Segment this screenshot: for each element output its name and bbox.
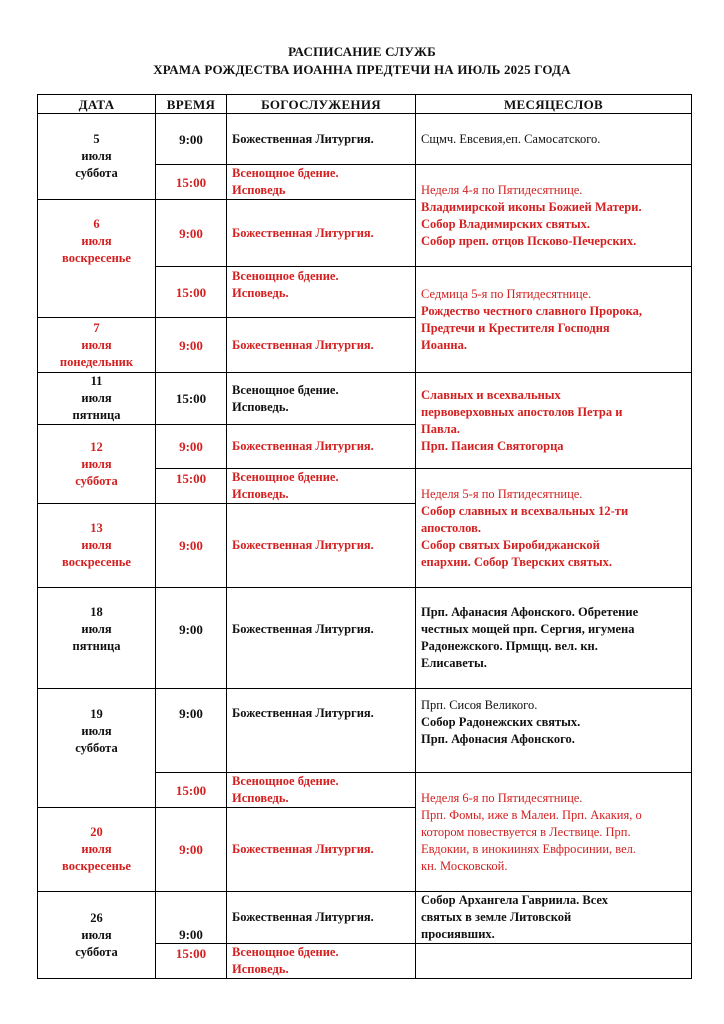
date-weekday: суббота [75, 166, 118, 180]
table-row [38, 588, 692, 689]
column-header-date: ДАТА [38, 95, 156, 114]
date-cell [38, 808, 156, 892]
time-cell: 9:00 [156, 892, 227, 944]
calendar-line: Собор Владимирских святых. [421, 216, 590, 231]
calendar-line: Сщмч. Евсевия,еп. Самосатского. [421, 131, 601, 146]
service-line: Исповедь. [232, 399, 289, 414]
calendar-cell-empty [416, 944, 692, 979]
calendar-line: Прп. Сисоя Великого. [421, 697, 538, 712]
date-month: июля [81, 337, 112, 352]
time-cell: 9:00 [156, 504, 227, 588]
date-weekday: суббота [75, 473, 118, 488]
date-day: 13 [90, 521, 103, 535]
service-line: Всенощное бдение. [232, 774, 339, 788]
time-cell [156, 588, 227, 689]
date-day: 5 [93, 132, 100, 146]
service-cell [227, 469, 416, 504]
time-cell: 15:00 [156, 267, 227, 318]
service-line: Всенощное бдение. [232, 945, 339, 959]
time-cell: 9:00 [156, 200, 227, 267]
service-line: Всенощное бдение. [232, 382, 339, 397]
date-day: 11 [90, 374, 103, 388]
service-line: Исповедь. [232, 791, 289, 805]
table-row [38, 114, 692, 165]
column-header-time: ВРЕМЯ [156, 95, 227, 114]
service-line: Исповедь [232, 183, 286, 197]
service-cell [227, 588, 416, 689]
date-cell [38, 504, 156, 588]
service-cell [227, 373, 416, 425]
calendar-cell [416, 165, 692, 267]
column-header-calendar: МЕСЯЦЕСЛОВ [416, 95, 692, 114]
service-cell: Божественная Литургия. [227, 425, 416, 469]
service-cell [227, 165, 416, 200]
date-month: июля [81, 234, 112, 248]
date-month: июля [81, 149, 112, 163]
date-month: июля [81, 456, 112, 471]
time-cell [156, 689, 227, 773]
calendar-line: апостолов. [421, 520, 481, 535]
table-row [38, 689, 692, 773]
date-month: июля [81, 622, 112, 636]
column-header-service: БОГОСЛУЖЕНИЯ [227, 95, 416, 114]
date-day: 20 [90, 825, 103, 839]
calendar-line: святых в земле Литовской [421, 910, 572, 924]
date-weekday: пятница [72, 639, 121, 653]
date-cell [38, 689, 156, 808]
date-weekday: суббота [75, 740, 118, 755]
service-line: Исповедь. [232, 286, 289, 300]
time-value: 9:00 [179, 622, 203, 637]
date-weekday: суббота [75, 944, 118, 959]
service-line: Всенощное бдение. [232, 166, 339, 180]
service-cell [227, 944, 416, 979]
date-month: июля [81, 927, 112, 942]
calendar-line: Неделя 6-я по Пятидесятнице. [421, 790, 583, 805]
date-cell [38, 318, 156, 373]
calendar-cell [416, 114, 692, 165]
date-month: июля [81, 391, 112, 405]
date-month: июля [81, 723, 112, 738]
calendar-line: Рождество честного славного Пророка, [421, 303, 642, 318]
calendar-cell [416, 892, 692, 944]
time-cell: 15:00 [156, 373, 227, 425]
calendar-line: Неделя 4-я по Пятидесятнице. [421, 182, 583, 197]
calendar-cell [416, 588, 692, 689]
calendar-line: Предтечи и Крестителя Господня [421, 320, 610, 335]
calendar-line: Собор преп. отцов Псково-Печерских. [421, 233, 637, 248]
date-day: 6 [93, 217, 100, 231]
calendar-line: Прп. Афанасия Афонского. Обретение [421, 605, 639, 619]
schedule-table [37, 94, 692, 979]
service-line: Божественная Литургия. [232, 622, 374, 636]
time-cell: 15:00 [156, 469, 227, 504]
date-cell [38, 588, 156, 689]
calendar-line: Елисаветы. [421, 656, 487, 670]
date-weekday: воскресенье [62, 555, 131, 569]
service-cell: Божественная Литургия. [227, 892, 416, 944]
service-cell [227, 689, 416, 773]
calendar-line: Владимирской иконы Божией Матери. [421, 199, 642, 214]
calendar-line: Евдокии, в инокиинях Евфросинии, вел. [421, 841, 637, 856]
date-cell [38, 200, 156, 318]
table-row [38, 373, 692, 425]
date-day: 26 [90, 910, 103, 925]
time-cell: 15:00 [156, 944, 227, 979]
date-weekday: пятница [72, 408, 121, 422]
calendar-line: Собор Радонежских святых. [421, 714, 581, 729]
date-month: июля [81, 842, 112, 856]
calendar-cell [416, 267, 692, 373]
service-line: Божественная Литургия. [232, 706, 374, 720]
calendar-cell [416, 469, 692, 588]
service-line: Всенощное бдение. [232, 269, 339, 283]
date-weekday: понедельник [59, 354, 134, 369]
time-cell: 15:00 [156, 165, 227, 200]
calendar-line: Прп. Афонасия Афонского. [421, 731, 575, 746]
service-cell [227, 773, 416, 808]
calendar-line: честных мощей прп. Сергия, игумена [421, 622, 635, 636]
time-cell: 15:00 [156, 773, 227, 808]
table-row [38, 892, 692, 944]
calendar-line: Собор святых Биробиджанской [421, 537, 600, 552]
time-value: 9:00 [179, 706, 203, 721]
calendar-line: епархии. Собор Тверских святых. [421, 554, 613, 569]
date-day: 18 [90, 605, 103, 619]
time-cell: 9:00 [156, 808, 227, 892]
time-cell: 9:00 [156, 318, 227, 373]
date-weekday: воскресенье [62, 859, 131, 873]
date-day: 12 [90, 439, 103, 454]
calendar-line: Иоанна. [421, 337, 468, 352]
calendar-line: просиявших. [421, 927, 495, 941]
calendar-line: Радонежского. Прмщц. вел. кн. [421, 639, 598, 653]
date-month: июля [81, 538, 112, 552]
calendar-cell [416, 689, 692, 773]
calendar-line: Славных и всехвальных [421, 387, 561, 402]
calendar-line: кн. Московской. [421, 858, 508, 873]
time-cell: 9:00 [156, 114, 227, 165]
service-cell: Божественная Литургия. [227, 200, 416, 267]
service-line: Исповедь. [232, 962, 289, 976]
calendar-line: Павла. [421, 421, 460, 436]
date-day: 19 [90, 706, 103, 721]
service-cell: Божественная Литургия. [227, 808, 416, 892]
date-cell [38, 373, 156, 425]
service-cell [227, 267, 416, 318]
service-line: Исповедь. [232, 487, 289, 501]
calendar-line: Прп. Фомы, иже в Малеи. Прп. Акакия, о [421, 807, 642, 822]
calendar-line: Седмица 5-я по Пятидесятнице. [421, 286, 592, 301]
schedule-title: РАСПИСАНИЕ СЛУЖБ [288, 44, 436, 59]
schedule-subtitle: ХРАМА РОЖДЕСТВА ИОАННА ПРЕДТЕЧИ НА ИЮЛЬ 2025 ГОДА [153, 62, 571, 77]
calendar-line: котором повествуется в Лествице. Прп. [421, 824, 631, 839]
date-cell [38, 425, 156, 504]
calendar-cell [416, 373, 692, 469]
date-cell [38, 892, 156, 979]
date-cell [38, 114, 156, 200]
time-cell: 9:00 [156, 425, 227, 469]
calendar-line: Неделя 5-я по Пятидесятнице. [421, 486, 583, 501]
service-line: Всенощное бдение. [232, 470, 339, 484]
calendar-line: Прп. Паисия Святогорца [421, 438, 564, 453]
service-cell: Божественная Литургия. [227, 114, 416, 165]
date-weekday: воскресенье [62, 251, 131, 265]
calendar-line: первоверховных апостолов Петра и [421, 404, 623, 419]
service-cell: Божественная Литургия. [227, 318, 416, 373]
service-cell: Божественная Литургия. [227, 504, 416, 588]
calendar-cell [416, 773, 692, 892]
calendar-line: Собор Архангела Гавриила. Всех [421, 893, 608, 907]
date-day: 7 [93, 320, 100, 335]
calendar-line: Собор славных и всехвальных 12-ти [421, 503, 629, 518]
header-row [38, 95, 692, 114]
